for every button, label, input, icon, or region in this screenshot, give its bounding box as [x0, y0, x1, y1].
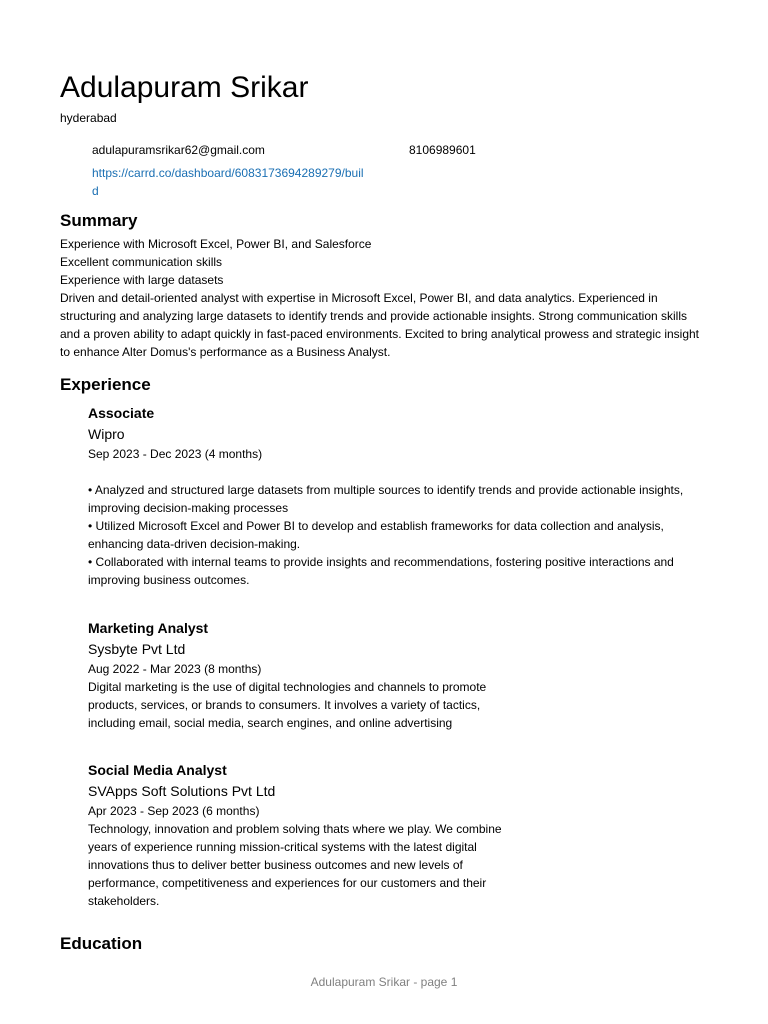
job-dates: Sep 2023 - Dec 2023 (4 months)	[88, 447, 263, 461]
experience-heading: Experience	[60, 375, 151, 394]
job-bullet: • Utilized Microsoft Excel and Power BI to develop and establish frameworks for data collection and analysis, enhancing data-driven decision-making.	[88, 519, 664, 551]
job-company: Wipro	[88, 426, 125, 442]
job-dates: Aug 2022 - Mar 2023 (8 months)	[88, 662, 262, 676]
job-title: Marketing Analyst	[88, 620, 209, 636]
job-title: Associate	[88, 405, 155, 421]
job-title: Social Media Analyst	[88, 762, 227, 778]
candidate-location: hyderabad	[60, 111, 117, 125]
job-dates: Apr 2023 - Sep 2023 (6 months)	[88, 804, 260, 818]
summary-line: Experience with Microsoft Excel, Power BI, and Salesforce	[60, 237, 372, 251]
job-description: Technology, innovation and problem solving thats where we play. We combine years of experience running mission-critical systems with the latest digital innovations thus to deliver better business outcomes and new levels of performance, competitiveness and experiences for our customers and their stakeholders.	[88, 822, 502, 908]
job-bullets	[88, 481, 688, 589]
job-entry-marketing-analyst	[88, 618, 518, 732]
job-entry-associate	[88, 403, 688, 589]
summary-heading: Summary	[60, 211, 138, 230]
job-company: Sysbyte Pvt Ltd	[88, 641, 186, 657]
summary-line: Experience with large datasets	[60, 273, 224, 287]
job-company: SVApps Soft Solutions Pvt Ltd	[88, 783, 276, 799]
summary-section	[60, 235, 700, 361]
summary-paragraph: Driven and detail-oriented analyst with expertise in Microsoft Excel, Power BI, and data analytics. Experienced in structuring and analyzing large datasets to identify trends and provide actionable insights. Strong communication skills and a proven ability to adapt quickly in fast-paced environments. Excited to bring analytical prowess and strategic insight to enhance Alter Domus's performance as a Business Analyst.	[60, 291, 700, 359]
email-address: adulapuramsrikar62@gmail.com	[92, 143, 265, 157]
phone-number: 8106989601	[409, 143, 476, 157]
job-description: Digital marketing is the use of digital technologies and channels to promote products, services, or brands to consumers. It involves a variety of tactics, including email, social media, search engines, and online advertising	[88, 680, 487, 730]
page-footer: Adulapuram Srikar - page 1	[310, 975, 458, 989]
job-bullet: • Collaborated with internal teams to provide insights and recommendations, fostering positive interactions and improving business outcomes.	[88, 555, 674, 587]
job-entry-social-media-analyst	[88, 760, 508, 910]
portfolio-link[interactable]: https://carrd.co/dashboard/6083173694289279/build	[92, 166, 364, 198]
candidate-name: Adulapuram Srikar	[60, 71, 309, 104]
summary-line: Excellent communication skills	[60, 255, 223, 269]
job-bullet: • Analyzed and structured large datasets from multiple sources to identify trends and provide actionable insights, improving decision-making processes	[88, 483, 684, 515]
education-heading: Education	[60, 934, 143, 953]
